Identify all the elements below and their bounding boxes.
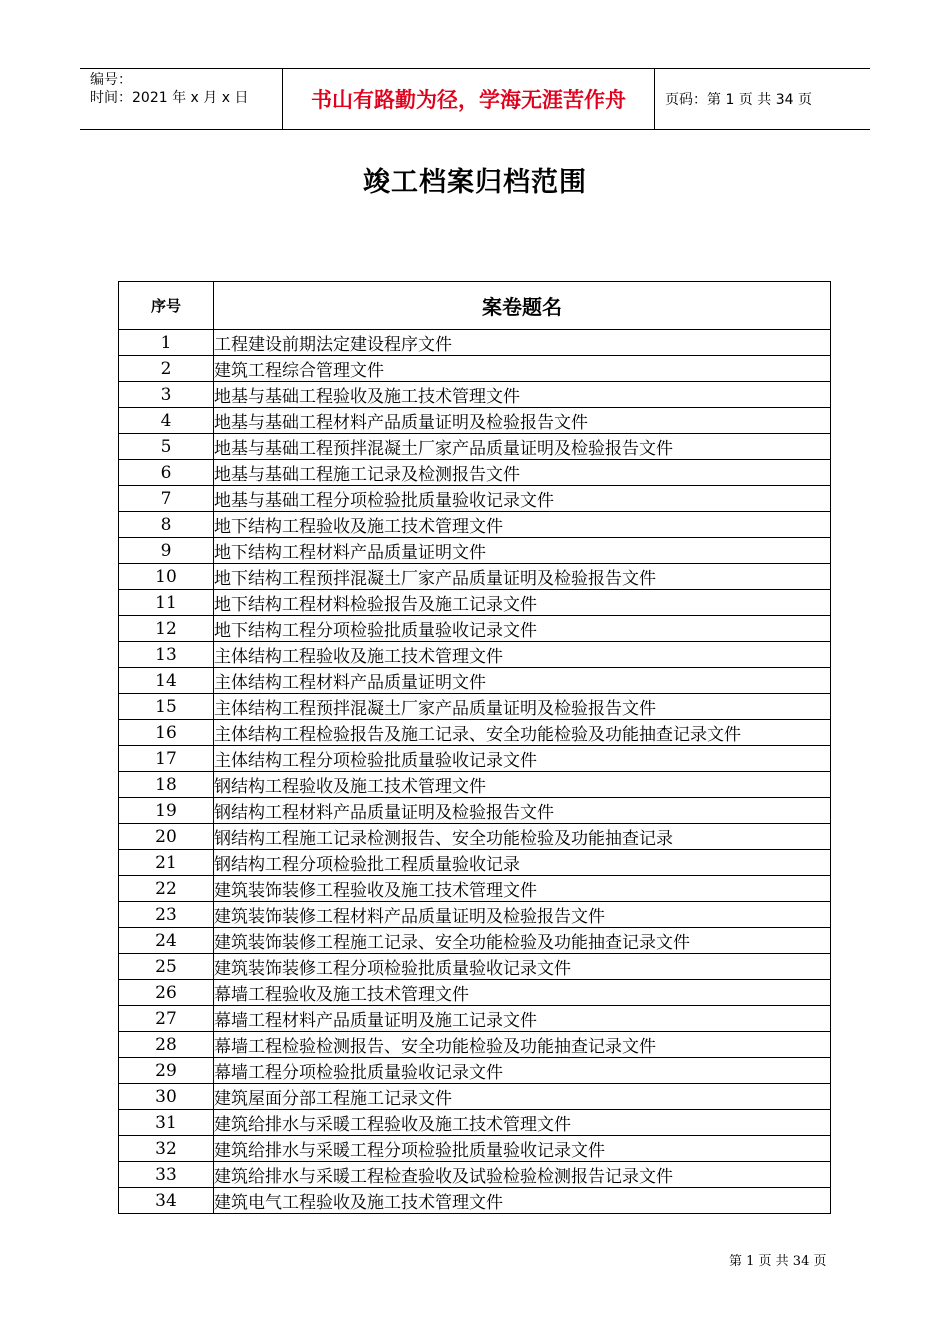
row-title: 钢结构工程材料产品质量证明及检验报告文件 bbox=[214, 798, 831, 824]
document-title: 竣工档案归档范围 bbox=[363, 167, 587, 198]
table-row bbox=[119, 980, 831, 1006]
row-number: 13 bbox=[119, 642, 214, 668]
row-number: 34 bbox=[119, 1188, 214, 1214]
row-title: 地基与基础工程材料产品质量证明及检验报告文件 bbox=[214, 408, 831, 434]
row-title: 建筑给排水与采暖工程验收及施工技术管理文件 bbox=[214, 1110, 831, 1136]
row-number: 20 bbox=[119, 824, 214, 850]
table-row bbox=[119, 642, 831, 668]
header-motto: 书山有路勤为径，学海无涯苦作舟 bbox=[282, 69, 655, 129]
row-title: 主体结构工程检验报告及施工记录、安全功能检验及功能抽查记录文件 bbox=[214, 720, 831, 746]
row-number: 32 bbox=[119, 1136, 214, 1162]
document-time: 时间：2021 年 x 月 x 日 bbox=[90, 90, 249, 106]
table-row bbox=[119, 512, 831, 538]
table-row bbox=[119, 772, 831, 798]
row-title: 钢结构工程施工记录检测报告、安全功能检验及功能抽查记录 bbox=[214, 824, 831, 850]
row-title: 幕墙工程验收及施工技术管理文件 bbox=[214, 980, 831, 1006]
row-number: 3 bbox=[119, 382, 214, 408]
row-title: 幕墙工程材料产品质量证明及施工记录文件 bbox=[214, 1006, 831, 1032]
column-header-title: 案卷题名 bbox=[214, 282, 831, 330]
row-number: 19 bbox=[119, 798, 214, 824]
row-title: 主体结构工程分项检验批质量验收记录文件 bbox=[214, 746, 831, 772]
row-title: 钢结构工程分项检验批工程质量验收记录 bbox=[214, 850, 831, 876]
row-number: 30 bbox=[119, 1084, 214, 1110]
table-row bbox=[119, 1110, 831, 1136]
row-title: 地基与基础工程分项检验批质量验收记录文件 bbox=[214, 486, 831, 512]
row-title: 幕墙工程检验检测报告、安全功能检验及功能抽查记录文件 bbox=[214, 1032, 831, 1058]
page-header bbox=[80, 68, 870, 130]
row-number: 22 bbox=[119, 876, 214, 902]
row-number: 16 bbox=[119, 720, 214, 746]
table-row bbox=[119, 1058, 831, 1084]
table-row bbox=[119, 1084, 831, 1110]
row-title: 建筑给排水与采暖工程检查验收及试验检验检测报告记录文件 bbox=[214, 1162, 831, 1188]
row-number: 4 bbox=[119, 408, 214, 434]
table-row bbox=[119, 876, 831, 902]
row-number: 14 bbox=[119, 668, 214, 694]
row-number: 21 bbox=[119, 850, 214, 876]
row-number: 5 bbox=[119, 434, 214, 460]
table-row bbox=[119, 434, 831, 460]
table-row bbox=[119, 902, 831, 928]
row-number: 9 bbox=[119, 538, 214, 564]
row-title: 工程建设前期法定建设程序文件 bbox=[214, 330, 831, 356]
table-row bbox=[119, 1032, 831, 1058]
row-number: 8 bbox=[119, 512, 214, 538]
row-number: 2 bbox=[119, 356, 214, 382]
row-number: 1 bbox=[119, 330, 214, 356]
row-title: 地基与基础工程预拌混凝土厂家产品质量证明及检验报告文件 bbox=[214, 434, 831, 460]
table-row bbox=[119, 824, 831, 850]
table-row bbox=[119, 954, 831, 980]
table-row bbox=[119, 330, 831, 356]
row-number: 26 bbox=[119, 980, 214, 1006]
row-number: 12 bbox=[119, 616, 214, 642]
row-number: 25 bbox=[119, 954, 214, 980]
row-number: 6 bbox=[119, 460, 214, 486]
row-number: 17 bbox=[119, 746, 214, 772]
row-title: 建筑装饰装修工程分项检验批质量验收记录文件 bbox=[214, 954, 831, 980]
row-number: 31 bbox=[119, 1110, 214, 1136]
table-row bbox=[119, 538, 831, 564]
table-row bbox=[119, 850, 831, 876]
row-title: 建筑装饰装修工程施工记录、安全功能检验及功能抽查记录文件 bbox=[214, 928, 831, 954]
table-row bbox=[119, 1136, 831, 1162]
table-row bbox=[119, 928, 831, 954]
header-page-info: 页码：第 1 页 共 34 页 bbox=[665, 92, 812, 108]
row-title: 钢结构工程验收及施工技术管理文件 bbox=[214, 772, 831, 798]
row-title: 地下结构工程验收及施工技术管理文件 bbox=[214, 512, 831, 538]
table-row bbox=[119, 356, 831, 382]
document-number-label: 编号： bbox=[90, 72, 132, 88]
row-number: 18 bbox=[119, 772, 214, 798]
table-row bbox=[119, 408, 831, 434]
row-number: 27 bbox=[119, 1006, 214, 1032]
row-number: 33 bbox=[119, 1162, 214, 1188]
row-number: 10 bbox=[119, 564, 214, 590]
row-title: 地下结构工程材料检验报告及施工记录文件 bbox=[214, 590, 831, 616]
table-row bbox=[119, 590, 831, 616]
page-footer: 第 1 页 共 34 页 bbox=[729, 1254, 827, 1269]
row-title: 建筑工程综合管理文件 bbox=[214, 356, 831, 382]
row-title: 地下结构工程材料产品质量证明文件 bbox=[214, 538, 831, 564]
row-title: 建筑屋面分部工程施工记录文件 bbox=[214, 1084, 831, 1110]
row-number: 24 bbox=[119, 928, 214, 954]
table-row bbox=[119, 1162, 831, 1188]
row-number: 29 bbox=[119, 1058, 214, 1084]
row-number: 11 bbox=[119, 590, 214, 616]
row-title: 幕墙工程分项检验批质量验收记录文件 bbox=[214, 1058, 831, 1084]
row-number: 28 bbox=[119, 1032, 214, 1058]
row-title: 建筑电气工程验收及施工技术管理文件 bbox=[214, 1188, 831, 1214]
row-title: 主体结构工程验收及施工技术管理文件 bbox=[214, 642, 831, 668]
row-title: 地下结构工程预拌混凝土厂家产品质量证明及检验报告文件 bbox=[214, 564, 831, 590]
table-row bbox=[119, 382, 831, 408]
table-row bbox=[119, 460, 831, 486]
table-row bbox=[119, 616, 831, 642]
row-title: 主体结构工程预拌混凝土厂家产品质量证明及检验报告文件 bbox=[214, 694, 831, 720]
table-body bbox=[119, 330, 831, 1214]
row-title: 主体结构工程材料产品质量证明文件 bbox=[214, 668, 831, 694]
table-row bbox=[119, 1006, 831, 1032]
archive-scope-table bbox=[118, 281, 831, 1214]
table-row bbox=[119, 486, 831, 512]
column-header-number: 序号 bbox=[119, 282, 214, 330]
row-title: 建筑给排水与采暖工程分项检验批质量验收记录文件 bbox=[214, 1136, 831, 1162]
table-row bbox=[119, 1188, 831, 1214]
table-row bbox=[119, 564, 831, 590]
row-title: 地基与基础工程施工记录及检测报告文件 bbox=[214, 460, 831, 486]
table-row bbox=[119, 694, 831, 720]
row-title: 建筑装饰装修工程验收及施工技术管理文件 bbox=[214, 876, 831, 902]
row-number: 23 bbox=[119, 902, 214, 928]
row-title: 地基与基础工程验收及施工技术管理文件 bbox=[214, 382, 831, 408]
header-meta bbox=[80, 69, 282, 129]
row-title: 地下结构工程分项检验批质量验收记录文件 bbox=[214, 616, 831, 642]
table-header-row bbox=[119, 282, 831, 330]
table-row bbox=[119, 746, 831, 772]
row-number: 15 bbox=[119, 694, 214, 720]
row-title: 建筑装饰装修工程材料产品质量证明及检验报告文件 bbox=[214, 902, 831, 928]
row-number: 7 bbox=[119, 486, 214, 512]
table-row bbox=[119, 798, 831, 824]
table-row bbox=[119, 720, 831, 746]
table-row bbox=[119, 668, 831, 694]
